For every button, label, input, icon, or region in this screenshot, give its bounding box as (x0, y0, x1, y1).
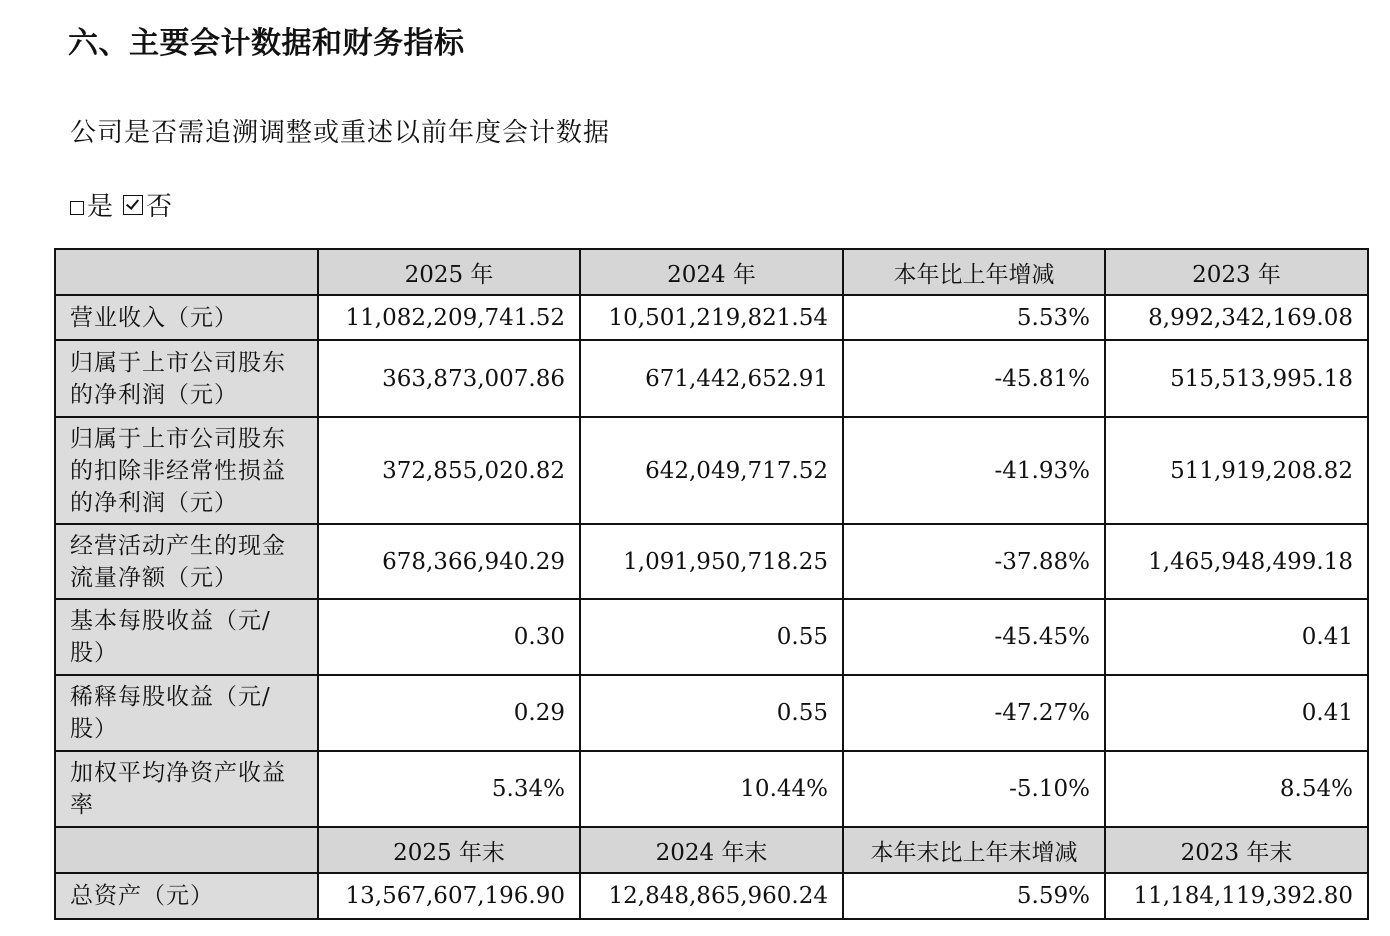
row-label: 加权平均净资产收益率 (55, 751, 318, 827)
header-cell: 2023 年末 (1105, 827, 1368, 873)
table-row (55, 417, 1368, 524)
table-header-row (55, 249, 1368, 295)
restatement-choices (70, 186, 172, 223)
row-label: 基本每股收益（元/股） (55, 599, 318, 675)
table-cell: 13,567,607,196.90 (318, 873, 580, 919)
header-cell: 本年末比上年末增减 (843, 827, 1105, 873)
table-cell: 515,513,995.18 (1105, 340, 1368, 417)
header-cell: 2023 年 (1105, 249, 1368, 295)
table-cell: 0.55 (580, 675, 843, 751)
table-cell: 8,992,342,169.08 (1105, 295, 1368, 340)
header-cell: 2024 年末 (580, 827, 843, 873)
row-label: 营业收入（元） (55, 295, 318, 340)
header-cell: 2025 年 (318, 249, 580, 295)
table-cell: -41.93% (843, 417, 1105, 524)
table-row (55, 524, 1368, 599)
table-subheader-row (55, 827, 1368, 873)
table-cell: 5.59% (843, 873, 1105, 919)
table-row (55, 675, 1368, 751)
table-cell: 5.34% (318, 751, 580, 827)
row-label: 归属于上市公司股东的净利润（元） (55, 340, 318, 417)
financial-data-table (54, 248, 1369, 920)
table-cell: 511,919,208.82 (1105, 417, 1368, 524)
header-cell: 本年比上年增减 (843, 249, 1105, 295)
table-row (55, 751, 1368, 827)
table-cell: 363,873,007.86 (318, 340, 580, 417)
table-cell: -47.27% (843, 675, 1105, 751)
checked-box-icon (123, 195, 143, 215)
table-cell: 11,082,209,741.52 (318, 295, 580, 340)
table-cell: 678,366,940.29 (318, 524, 580, 599)
header-cell (55, 827, 318, 873)
table-cell: 10.44% (580, 751, 843, 827)
header-cell: 2025 年末 (318, 827, 580, 873)
restatement-question: 公司是否需追溯调整或重述以前年度会计数据 (70, 118, 611, 148)
table-cell: -37.88% (843, 524, 1105, 599)
unchecked-box-icon (70, 201, 84, 215)
table-cell: 0.41 (1105, 599, 1368, 675)
row-label: 稀释每股收益（元/股） (55, 675, 318, 751)
table-cell: 642,049,717.52 (580, 417, 843, 524)
table-cell: 0.29 (318, 675, 580, 751)
table-cell: 8.54% (1105, 751, 1368, 827)
table-cell: 0.30 (318, 599, 580, 675)
section-heading: 六、主要会计数据和财务指标 (68, 26, 465, 61)
table-row (55, 599, 1368, 675)
table-cell: 0.41 (1105, 675, 1368, 751)
table-cell: 0.55 (580, 599, 843, 675)
table-cell: -5.10% (843, 751, 1105, 827)
table-cell: 5.53% (843, 295, 1105, 340)
header-cell (55, 249, 318, 295)
choice-no-label: 否 (146, 192, 173, 222)
table-row (55, 340, 1368, 417)
table-cell: 671,442,652.91 (580, 340, 843, 417)
table-cell: 372,855,020.82 (318, 417, 580, 524)
table-cell: 11,184,119,392.80 (1105, 873, 1368, 919)
table-row (55, 873, 1368, 919)
row-label: 归属于上市公司股东的扣除非经常性损益的净利润（元） (55, 417, 318, 524)
table-cell: -45.81% (843, 340, 1105, 417)
row-label: 总资产（元） (55, 873, 318, 919)
table-cell: 10,501,219,821.54 (580, 295, 843, 340)
row-label: 经营活动产生的现金流量净额（元） (55, 524, 318, 599)
table-cell: -45.45% (843, 599, 1105, 675)
table-cell: 12,848,865,960.24 (580, 873, 843, 919)
table-cell: 1,465,948,499.18 (1105, 524, 1368, 599)
table-row (55, 295, 1368, 340)
table-cell: 1,091,950,718.25 (580, 524, 843, 599)
choice-yes-label: 是 (87, 192, 114, 222)
header-cell: 2024 年 (580, 249, 843, 295)
